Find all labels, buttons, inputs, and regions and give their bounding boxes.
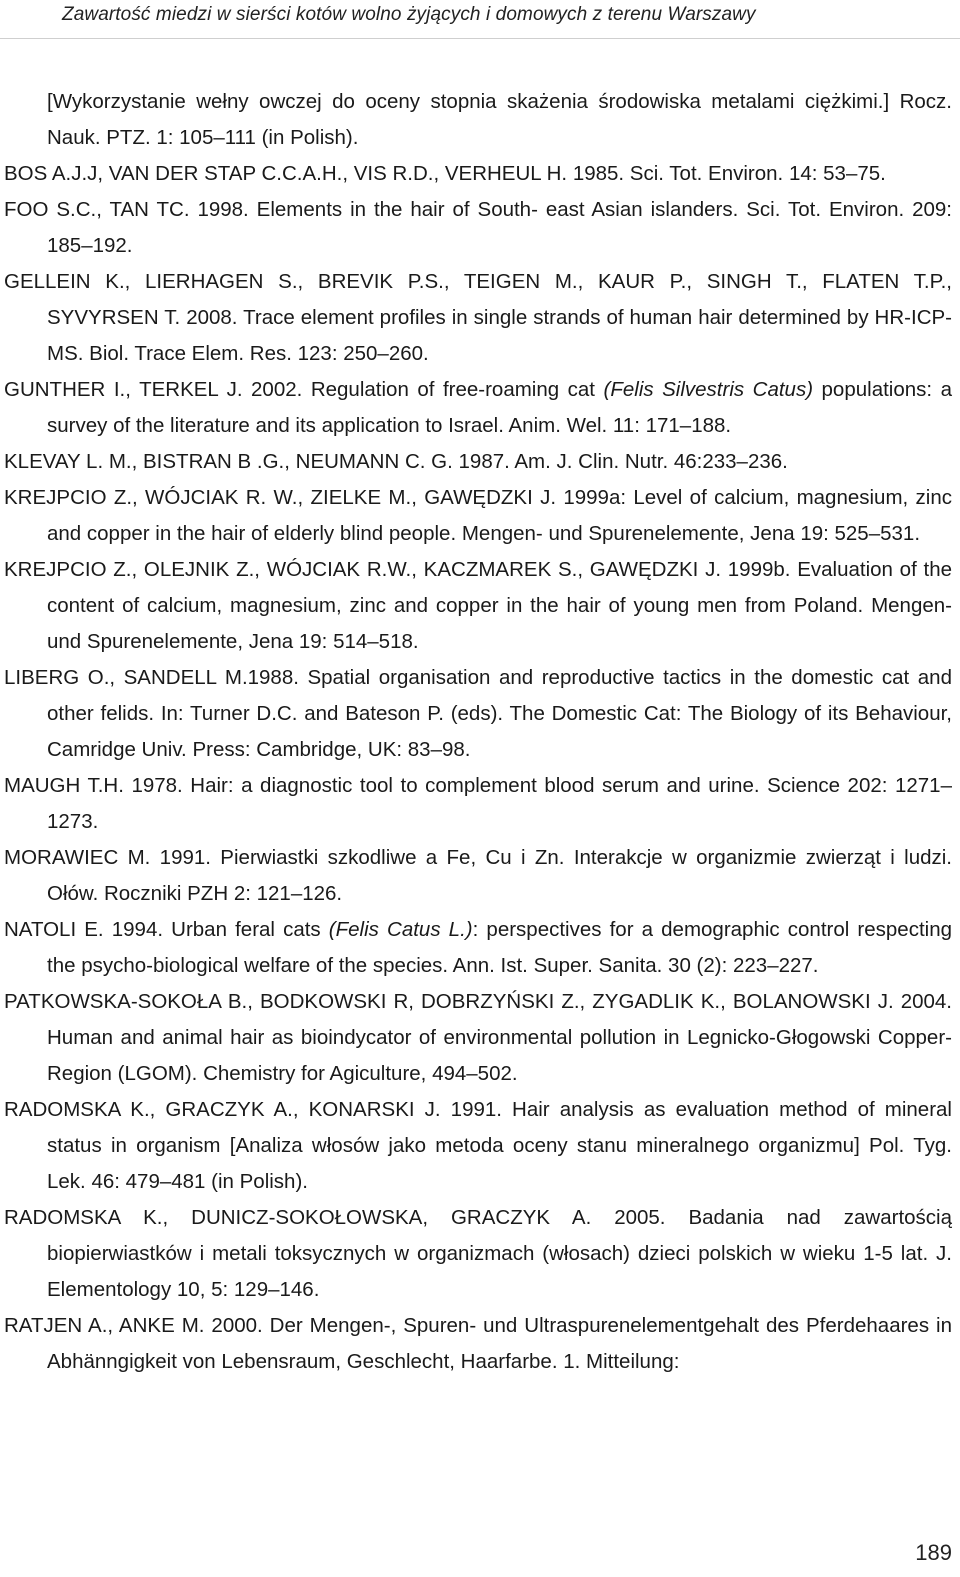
reference-text: NATOLI E. 1994. Urban feral cats	[4, 918, 329, 941]
reference-entry	[4, 192, 952, 264]
reference-text: MAUGH T.H. 1978. Hair: a diagnostic tool to complement blood serum and urine. Science 202: 1271–1273.	[4, 774, 952, 833]
reference-text: GUNTHER I., TERKEL J. 2002. Regulation of free-roaming cat	[4, 378, 604, 401]
reference-entry	[4, 912, 952, 984]
reference-text: GELLEIN K., LIERHAGEN S., BREVIK P.S., TEIGEN M., KAUR P., SINGH T., FLATEN T.P., SYVYRSEN T. 2008. Trace element profiles in single strands of human hair determined by HR-ICP-MS. Biol. Trace Elem. Res. 123: 250–260.	[4, 270, 952, 365]
reference-text: PATKOWSKA-SOKOŁA B., BODKOWSKI R, DOBRZYŃSKI Z., ZYGADLIK K., BOLANOWSKI J. 2004. Human and animal hair as bioindycator of environmental pollution in Legnicko-Głogowski Copper-Region (LGOM). Chemistry for Agiculture, 494–502.	[4, 990, 952, 1085]
reference-entry	[4, 1308, 952, 1380]
page-number: 189	[915, 1540, 952, 1565]
reference-entry	[4, 840, 952, 912]
reference-text: RADOMSKA K., DUNICZ-SOKOŁOWSKA, GRACZYK A. 2005. Badania nad zawartością biopierwiastków i metali toksycznych w organizmach (włosach) dzieci polskich w wieku 1-5 lat. J. Elementology 10, 5: 129–146.	[4, 1206, 952, 1301]
reference-entry	[4, 552, 952, 660]
reference-text: KREJPCIO Z., OLEJNIK Z., WÓJCIAK R.W., KACZMAREK S., GAWĘDZKI J. 1999b. Evaluation of the content of calcium, magnesium, zinc and copper in the hair of young men from Poland. Mengen- und Spurenelemente, Jena 19: 514–518.	[4, 558, 952, 653]
reference-text: [Wykorzystanie wełny owczej do oceny stopnia skażenia środowiska metalami ciężkimi.] Rocz. Nauk. PTZ. 1: 105–111 (in Polish).	[47, 90, 952, 149]
reference-italic-text: (Felis Catus L.)	[328, 918, 473, 941]
reference-text: LIBERG O., SANDELL M.1988. Spatial organisation and reproductive tactics in the domestic cat and other felids. In: Turner D.C. and Bateson P. (eds). The Domestic Cat: The Biology of its Behaviour, Camridge Univ. Press: Cambridge, UK: 83–98.	[4, 666, 952, 761]
reference-text: RADOMSKA K., GRACZYK A., KONARSKI J. 1991. Hair analysis as evaluation method of mineral status in organism [Analiza włosów jako metoda oceny stanu mineralnego organizmu] Pol. Tyg. Lek. 46: 479–481 (in Polish).	[4, 1098, 952, 1193]
reference-entry	[4, 264, 952, 372]
reference-italic-text: (Felis Silvestris Catus)	[603, 378, 814, 401]
reference-text: MORAWIEC M. 1991. Pierwiastki szkodliwe a Fe, Cu i Zn. Interakcje w organizmie zwierząt i ludzi. Ołów. Roczniki PZH 2: 121–126.	[4, 846, 952, 905]
reference-text: populations: a survey of the literature and its application to Israel. Anim. Wel. 11: 171–188.	[47, 378, 952, 437]
reference-entry	[4, 984, 952, 1092]
header-divider	[0, 38, 960, 39]
reference-entry	[4, 444, 952, 480]
reference-entry	[4, 1200, 952, 1308]
reference-text: BOS A.J.J, VAN DER STAP C.C.A.H., VIS R.D., VERHEUL H. 1985. Sci. Tot. Environ. 14: 53–75.	[4, 162, 886, 185]
reference-entry	[4, 480, 952, 552]
reference-entry	[4, 1092, 952, 1200]
reference-entry	[4, 156, 952, 192]
reference-entry	[4, 84, 952, 156]
reference-entry	[4, 660, 952, 768]
reference-text: : perspectives for a demographic control respecting the psycho-biological welfare of the species. Ann. Ist. Super. Sanita. 30 (2): 223–227.	[47, 918, 952, 977]
reference-text: FOO S.C., TAN TC. 1998. Elements in the hair of South- east Asian islanders. Sci. Tot. Environ. 209: 185–192.	[4, 198, 952, 257]
reference-list	[4, 84, 952, 1380]
reference-text: RATJEN A., ANKE M. 2000. Der Mengen-, Spuren- und Ultraspurenelementgehalt des Pferdehaares in Abhänngigkeit von Lebensraum, Geschlecht, Haarfarbe. 1. Mitteilung:	[4, 1314, 952, 1373]
reference-entry	[4, 768, 952, 840]
reference-entry	[4, 372, 952, 444]
reference-text: KLEVAY L. M., BISTRAN B .G., NEUMANN C. G. 1987. Am. J. Clin. Nutr. 46:233–236.	[4, 450, 788, 473]
running-header: Zawartość miedzi w sierści kotów wolno żyjących i domowych z terenu Warszawy	[62, 4, 756, 25]
reference-text: KREJPCIO Z., WÓJCIAK R. W., ZIELKE M., GAWĘDZKI J. 1999a: Level of calcium, magnesium, zinc and copper in the hair of elderly blind people. Mengen- und Spurenelemente, Jena 19: 525–531.	[4, 486, 952, 545]
